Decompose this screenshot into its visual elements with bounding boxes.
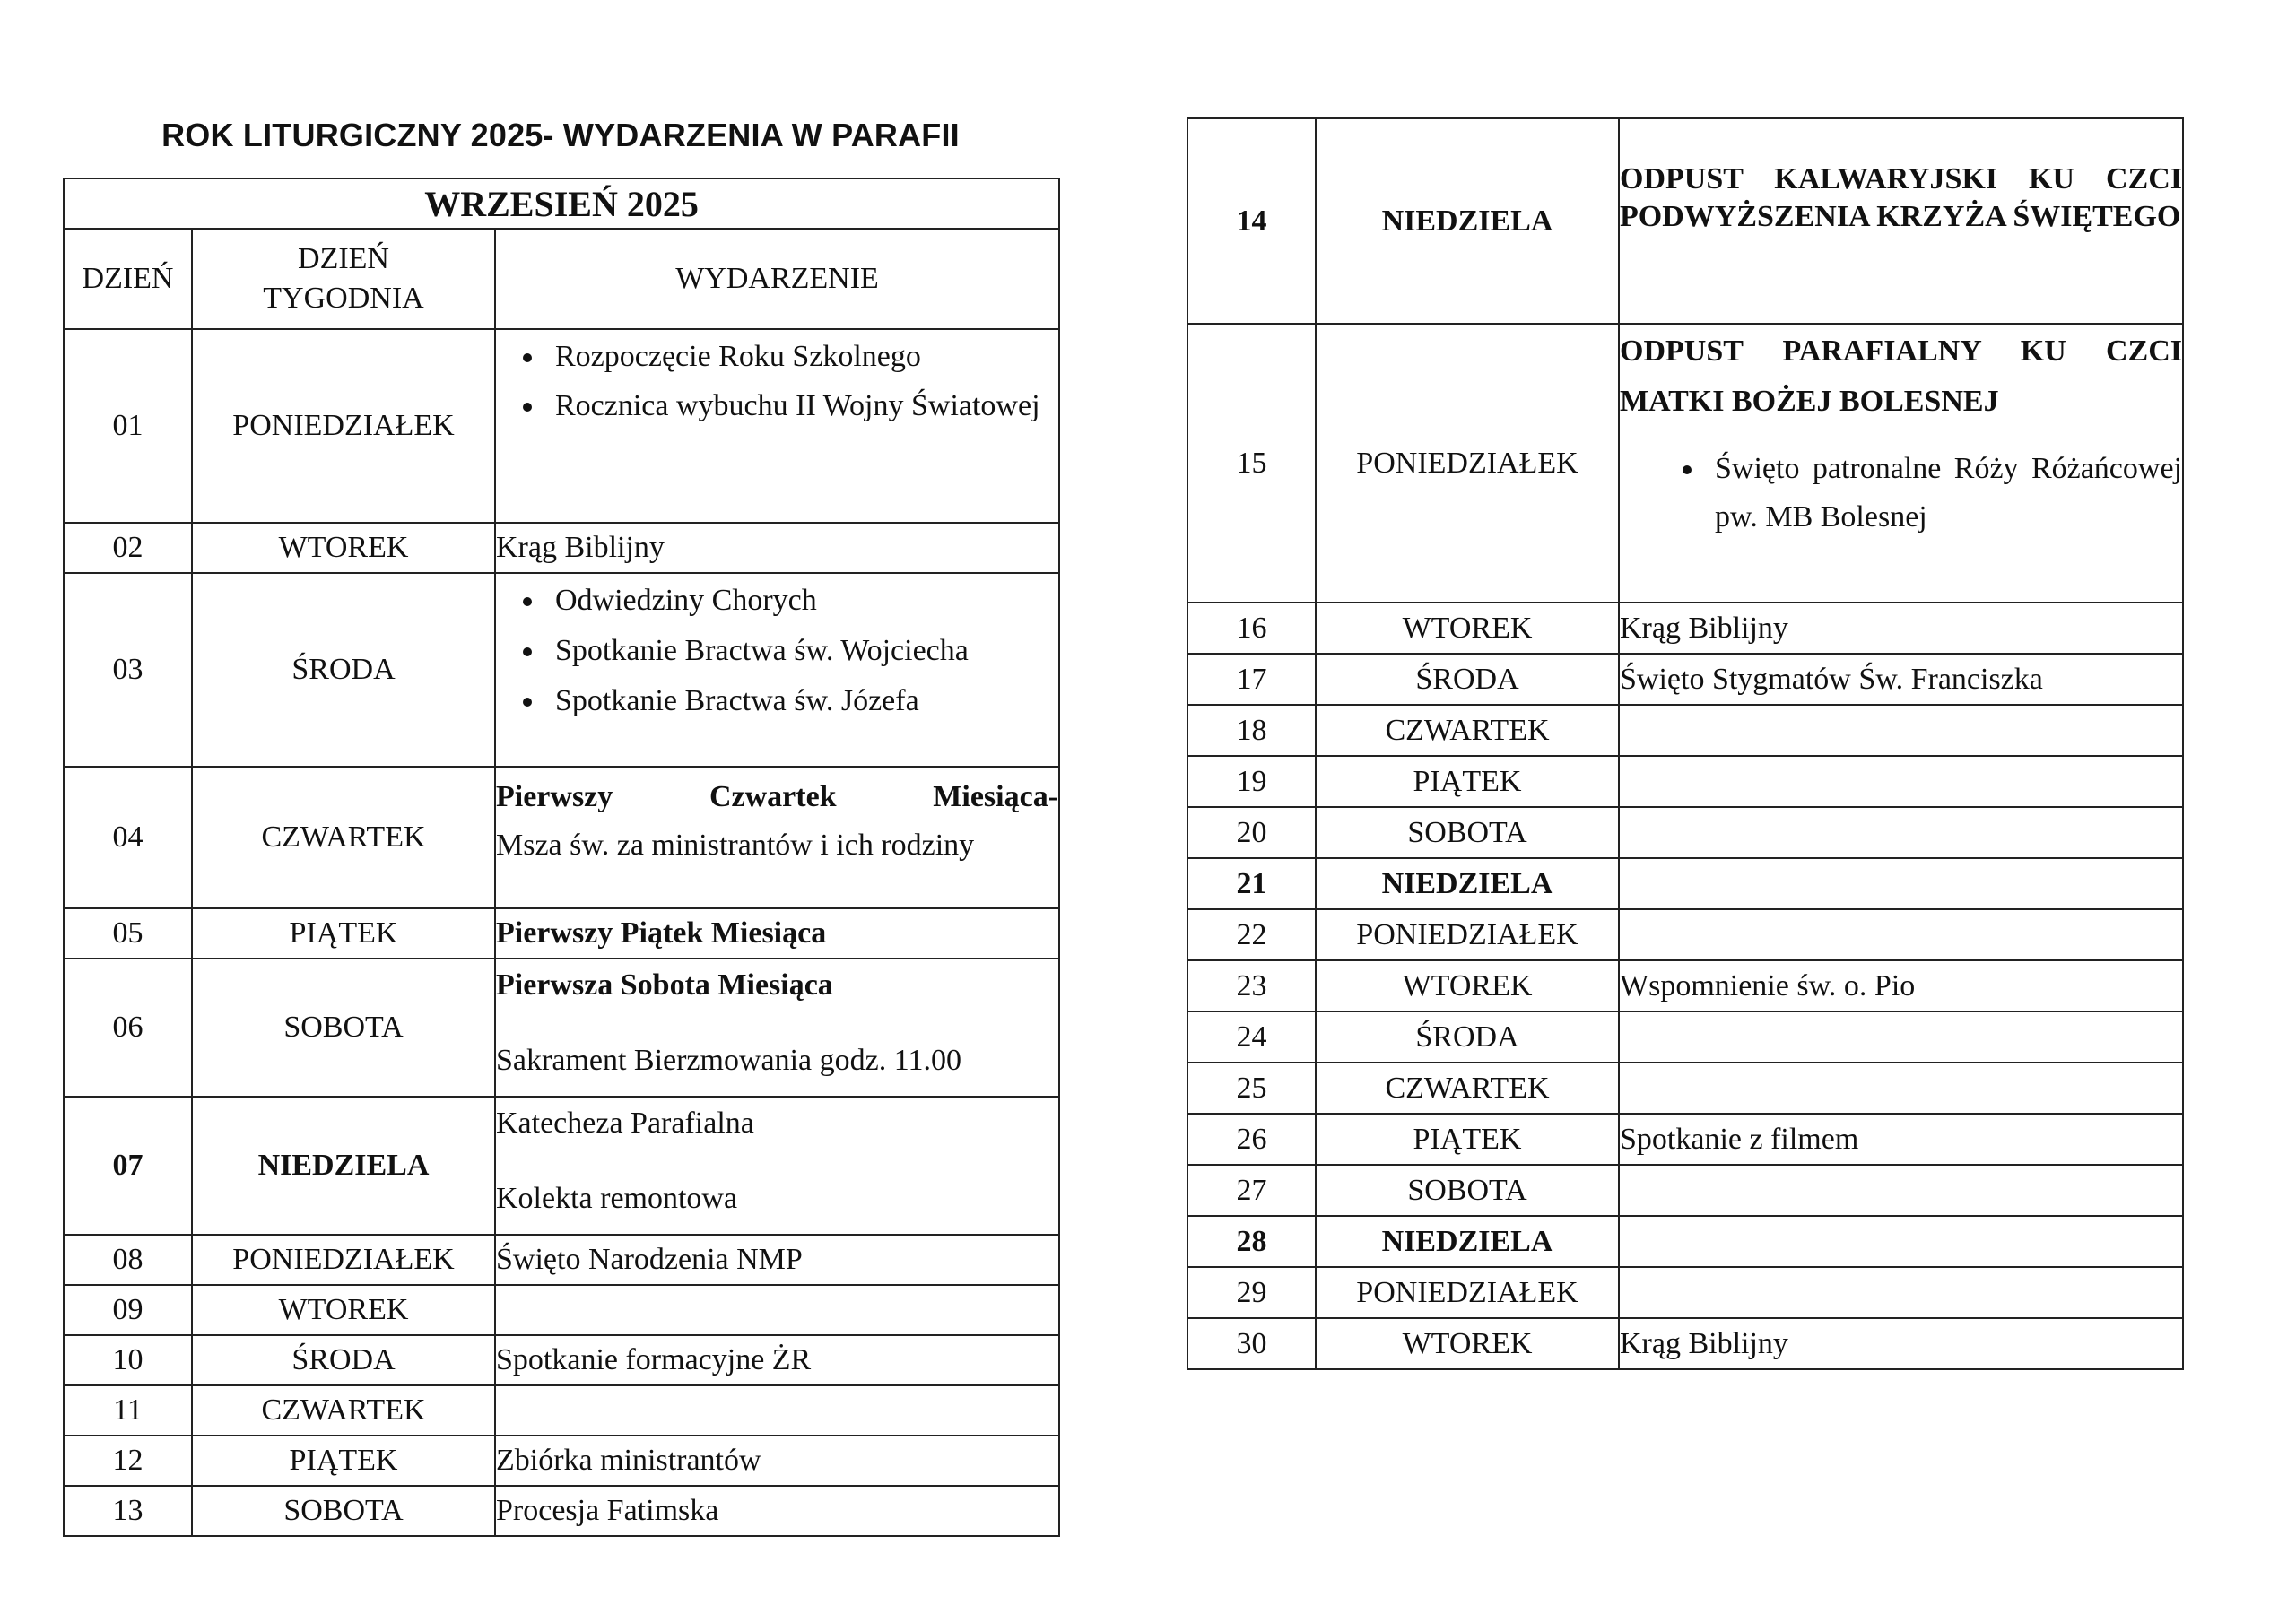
- table-row: [64, 959, 1059, 1097]
- event-cell: [495, 1097, 1059, 1235]
- weekday: WTOREK: [1316, 603, 1619, 654]
- event-cell: [495, 329, 1059, 523]
- day-number: 11: [64, 1385, 192, 1436]
- event-item: • Spotkanie Bractwa św. Józefa: [546, 676, 1058, 726]
- day-number: 27: [1187, 1165, 1316, 1216]
- table-row: [1187, 654, 2183, 705]
- day-number: 23: [1187, 960, 1316, 1011]
- day-number: 28: [1187, 1216, 1316, 1267]
- event-list: [496, 332, 1058, 430]
- weekday: WTOREK: [192, 523, 495, 573]
- table-row: [1187, 1267, 2183, 1318]
- day-number: 24: [1187, 1011, 1316, 1063]
- event-cell: [1619, 909, 2183, 960]
- table-row: [64, 908, 1059, 959]
- weekday: PONIEDZIAŁEK: [1316, 909, 1619, 960]
- table-row: [1187, 603, 2183, 654]
- table-row: [64, 1486, 1059, 1536]
- table-row: [1187, 1165, 2183, 1216]
- event-cell: [495, 1385, 1059, 1436]
- day-number: 02: [64, 523, 192, 573]
- event-cell: Krąg Biblijny: [1619, 1318, 2183, 1369]
- spacer: [496, 1146, 1058, 1176]
- day-number: 01: [64, 329, 192, 523]
- event-cell: [1619, 807, 2183, 858]
- day-number: 22: [1187, 909, 1316, 960]
- day-number: 21: [1187, 858, 1316, 909]
- weekday: SOBOTA: [1316, 807, 1619, 858]
- day-number: 13: [64, 1486, 192, 1536]
- weekday: WTOREK: [1316, 1318, 1619, 1369]
- event-bold-text: Pierwsza Sobota Miesiąca: [496, 968, 833, 1002]
- day-number: 25: [1187, 1063, 1316, 1114]
- day-number: 16: [1187, 603, 1316, 654]
- table-row: [1187, 960, 2183, 1011]
- calendar-table-left: [63, 178, 1060, 1537]
- header-event: WYDARZENIE: [495, 229, 1059, 329]
- event-bold-text: ODPUST PARAFIALNY KU CZCI MATKI BOŻEJ BOLESNEJ: [1620, 334, 2182, 418]
- event-item: • Rocznica wybuchu II Wojny Światowej: [546, 382, 1058, 430]
- day-number: 15: [1187, 324, 1316, 603]
- weekday: NIEDZIELA: [1316, 118, 1619, 324]
- table-row: [1187, 118, 2183, 324]
- day-number: 29: [1187, 1267, 1316, 1318]
- table-row: [1187, 1114, 2183, 1165]
- document-title: ROK LITURGICZNY 2025- WYDARZENIA W PARAFII: [161, 117, 960, 153]
- event-cell: [1619, 118, 2183, 324]
- day-number: 03: [64, 573, 192, 767]
- event-cell: [495, 1285, 1059, 1335]
- day-number: 12: [64, 1436, 192, 1486]
- weekday: NIEDZIELA: [1316, 1216, 1619, 1267]
- event-cell: [495, 959, 1059, 1097]
- table-row: [1187, 807, 2183, 858]
- event-list: [1620, 445, 2182, 542]
- event-cell: Krąg Biblijny: [495, 523, 1059, 573]
- event-cell: Wspomnienie św. o. Pio: [1619, 960, 2183, 1011]
- weekday: ŚRODA: [192, 1335, 495, 1385]
- day-number: 19: [1187, 756, 1316, 807]
- weekday: WTOREK: [192, 1285, 495, 1335]
- table-row: [64, 767, 1059, 908]
- event-bold-text: ODPUST KALWARYJSKI KU CZCI PODWYŻSZENIA KRZYŻA ŚWIĘTEGO: [1620, 162, 2182, 233]
- table-row: [64, 523, 1059, 573]
- table-row: [1187, 858, 2183, 909]
- table-row: [64, 573, 1059, 767]
- header-weekday-line1: DZIEŃ: [298, 242, 389, 275]
- event-cell: [1619, 1267, 2183, 1318]
- weekday: PIĄTEK: [192, 908, 495, 959]
- table-row: [1187, 1216, 2183, 1267]
- weekday: NIEDZIELA: [1316, 858, 1619, 909]
- day-number: 05: [64, 908, 192, 959]
- weekday: SOBOTA: [1316, 1165, 1619, 1216]
- day-number: 07: [64, 1097, 192, 1235]
- event-cell: [495, 767, 1059, 908]
- event-text: Msza św. za ministrantów i ich rodziny: [496, 829, 975, 862]
- event-text: Kolekta remontowa: [496, 1182, 738, 1215]
- day-number: 20: [1187, 807, 1316, 858]
- table-row: [1187, 756, 2183, 807]
- weekday: NIEDZIELA: [192, 1097, 495, 1235]
- table-row: [64, 1436, 1059, 1486]
- weekday: SOBOTA: [192, 1486, 495, 1536]
- table-row: [64, 1385, 1059, 1436]
- event-cell: Spotkanie z filmem: [1619, 1114, 2183, 1165]
- header-row: [64, 229, 1059, 329]
- event-text: Katecheza Parafialna: [496, 1107, 754, 1140]
- weekday: PONIEDZIAŁEK: [192, 329, 495, 523]
- event-item: • Rozpoczęcie Roku Szkolnego: [546, 332, 1058, 382]
- weekday: PIĄTEK: [1316, 1114, 1619, 1165]
- day-number: 14: [1187, 118, 1316, 324]
- event-item: • Święto patronalne Róży Różańcowej pw. MB Bolesnej: [1706, 445, 2182, 542]
- month-title: WRZESIEŃ 2025: [64, 178, 1059, 229]
- weekday: CZWARTEK: [192, 1385, 495, 1436]
- weekday: CZWARTEK: [1316, 705, 1619, 756]
- table-row: [1187, 1011, 2183, 1063]
- table-row: [64, 1235, 1059, 1285]
- event-cell: Procesja Fatimska: [495, 1486, 1059, 1536]
- event-list: [496, 576, 1058, 726]
- event-cell: [1619, 705, 2183, 756]
- event-cell: Spotkanie formacyjne ŻR: [495, 1335, 1059, 1385]
- weekday: WTOREK: [1316, 960, 1619, 1011]
- event-cell: [1619, 756, 2183, 807]
- event-cell: Krąg Biblijny: [1619, 603, 2183, 654]
- table-row: [1187, 909, 2183, 960]
- day-number: 08: [64, 1235, 192, 1285]
- event-cell: [1619, 324, 2183, 603]
- weekday: ŚRODA: [192, 573, 495, 767]
- event-item: • Odwiedziny Chorych: [546, 576, 1058, 626]
- day-number: 04: [64, 767, 192, 908]
- day-number: 30: [1187, 1318, 1316, 1369]
- event-text: Sakrament Bierzmowania godz. 11.00: [496, 1044, 961, 1077]
- day-number: 17: [1187, 654, 1316, 705]
- weekday: ŚRODA: [1316, 1011, 1619, 1063]
- weekday: CZWARTEK: [1316, 1063, 1619, 1114]
- event-cell: Pierwszy Piątek Miesiąca: [495, 908, 1059, 959]
- table-row: [1187, 1318, 2183, 1369]
- weekday: CZWARTEK: [192, 767, 495, 908]
- header-weekday: [192, 229, 495, 329]
- event-cell: [495, 573, 1059, 767]
- event-cell: [1619, 858, 2183, 909]
- table-row: [1187, 1063, 2183, 1114]
- event-cell: [1619, 1165, 2183, 1216]
- table-row: [64, 1097, 1059, 1235]
- day-number: 10: [64, 1335, 192, 1385]
- table-row: [1187, 705, 2183, 756]
- weekday: PIĄTEK: [1316, 756, 1619, 807]
- day-number: 18: [1187, 705, 1316, 756]
- weekday: SOBOTA: [192, 959, 495, 1097]
- event-bold-text: Pierwszy Czwartek Miesiąca-: [496, 780, 1059, 813]
- header-weekday-line2: TYGODNIA: [263, 282, 424, 315]
- weekday: PIĄTEK: [192, 1436, 495, 1486]
- event-cell: Święto Narodzenia NMP: [495, 1235, 1059, 1285]
- table-row: [64, 1285, 1059, 1335]
- day-number: 09: [64, 1285, 192, 1335]
- table-row: [1187, 324, 2183, 603]
- weekday: ŚRODA: [1316, 654, 1619, 705]
- weekday: PONIEDZIAŁEK: [1316, 1267, 1619, 1318]
- event-cell: [1619, 1063, 2183, 1114]
- month-row: [64, 178, 1059, 229]
- day-number: 06: [64, 959, 192, 1097]
- table-row: [64, 1335, 1059, 1385]
- event-item: • Spotkanie Bractwa św. Wojciecha: [546, 626, 1058, 676]
- weekday: PONIEDZIAŁEK: [192, 1235, 495, 1285]
- calendar-table-right: [1187, 117, 2184, 1370]
- weekday: PONIEDZIAŁEK: [1316, 324, 1619, 603]
- table-row: [64, 329, 1059, 523]
- event-cell: [1619, 1011, 2183, 1063]
- spacer: [496, 1008, 1058, 1038]
- header-day: DZIEŃ: [64, 229, 192, 329]
- event-cell: [1619, 1216, 2183, 1267]
- event-cell: Zbiórka ministrantów: [495, 1436, 1059, 1486]
- day-number: 26: [1187, 1114, 1316, 1165]
- event-cell: Święto Stygmatów Św. Franciszka: [1619, 654, 2183, 705]
